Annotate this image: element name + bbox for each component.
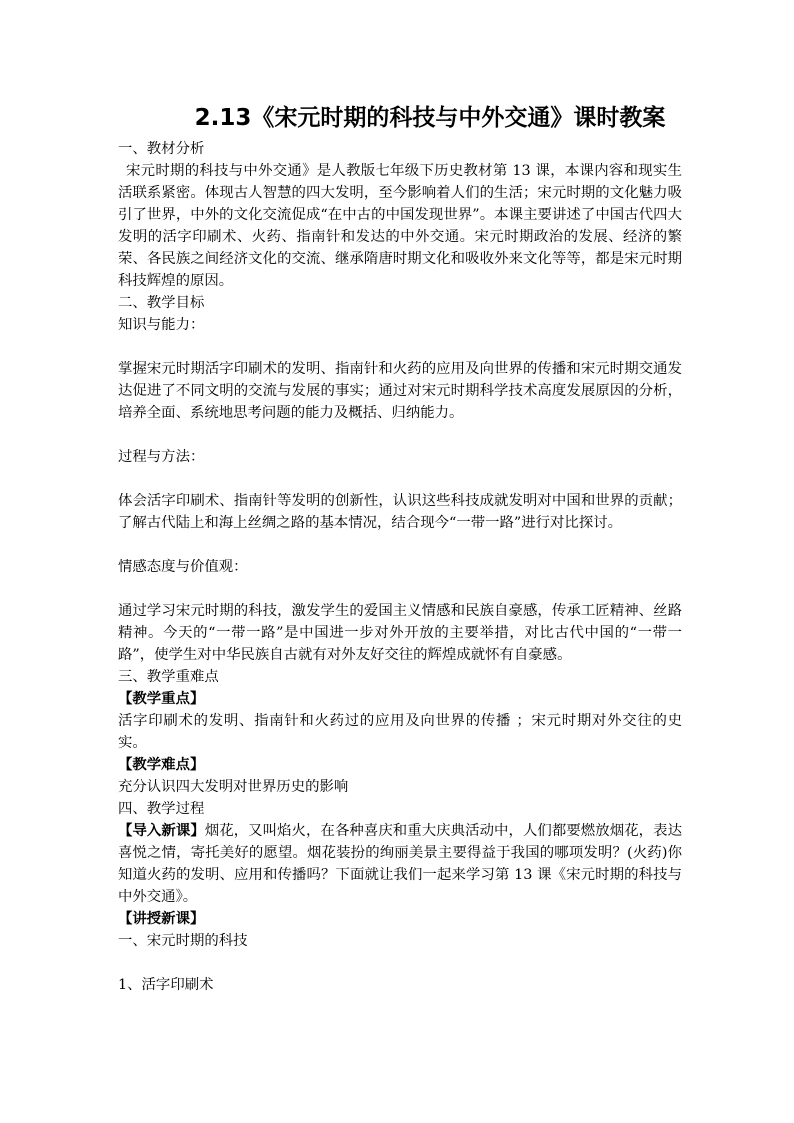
section-heading-key-points: 三、教学重难点 — [118, 669, 219, 685]
blank-line — [118, 534, 682, 556]
lecture-label: 【讲授新课】 — [118, 911, 205, 927]
subsection-heading-printing: 1、活字印刷术 — [118, 977, 214, 993]
process-paragraph: 体会活字印刷术、指南针等发明的创新性，认识这些科技成就发明对中国和世界的贡献；了解古代陆上和海上丝绸之路的基本情况，结合现今“一带一路”进行对比探讨。 — [118, 493, 682, 531]
section-heading-analysis: 一、教材分析 — [118, 141, 205, 157]
knowledge-paragraph: 掌握宋元时期活字印刷术的发明、指南针和火药的应用及向世界的传播和宋元时期交通发达促进了不同文明的交流与发展的事实；通过对宋元时期科学技术高度发展原因的分析，培养全面、系统地思考问题的能力及概括、归纳能力。 — [118, 361, 682, 421]
section-heading-process: 四、教学过程 — [118, 801, 205, 817]
difficult-point-label: 【教学难点】 — [118, 757, 205, 773]
key-point-label: 【教学重点】 — [118, 691, 205, 707]
blank-line — [118, 468, 682, 490]
key-point-paragraph: 活字印刷术的发明、指南针和火药过的应用及向世界的传播 ；宋元时期对外交往的史实。 — [118, 713, 682, 751]
document-page — [118, 100, 682, 996]
blank-line — [118, 952, 682, 974]
blank-line — [118, 578, 682, 600]
emotion-paragraph: 通过学习宋元时期的科技，激发学生的爱国主义情感和民族自豪感，传承工匠精神、丝路精神。今天的“一带一路”是中国进一步对外开放的主要举措，对比古代中国的“一带一路”，使学生对中华民族自古就有对外友好交往的辉煌成就怀有自豪感。 — [118, 603, 682, 663]
knowledge-label: 知识与能力： — [118, 317, 205, 333]
blank-line — [118, 336, 682, 358]
subsection-heading-tech: 一、宋元时期的科技 — [118, 933, 248, 949]
section-heading-objectives: 二、教学目标 — [118, 295, 205, 311]
intro-label: 【导入新课】 — [118, 823, 205, 839]
intro-text: 烟花，又叫焰火，在各种喜庆和重大庆典活动中，人们都要燃放烟花，表达喜悦之情，寄托美好的愿望。烟花装扮的绚丽美景主要得益于我国的哪项发明？(火药)你知道火药的发明、应用和传播吗？下面就让我们一起来学习第 13 课《宋元时期的科技与中外交通》。 — [118, 823, 682, 905]
difficult-point-paragraph: 充分认识四大发明对世界历史的影响 — [118, 779, 349, 795]
blank-line — [118, 424, 682, 446]
intro-paragraph — [118, 820, 682, 908]
analysis-paragraph: 宋元时期的科技与中外交通》是人教版七年级下历史教材第 13 课，本课内容和现实生活联系紧密。体现古人智慧的四大发明，至今影响着人们的生活；宋元时期的文化魅力吸引了世界，中外的文化交流促成“在中古的中国发现世界”。本课主要讲述了中国古代四大发明的活字印刷术、火药、指南针和发达的中外交通。宋元时期政治的发展、经济的繁荣、各民族之间经济文化的交流、继承隋唐时期文化和吸收外来文化等等，都是宋元时期科技辉煌的原因。 — [118, 163, 682, 289]
document-title: 2.13《宋元时期的科技与中外交通》课时教案 — [194, 105, 666, 131]
emotion-label: 情感态度与价值观： — [118, 559, 248, 575]
process-label: 过程与方法： — [118, 449, 205, 465]
